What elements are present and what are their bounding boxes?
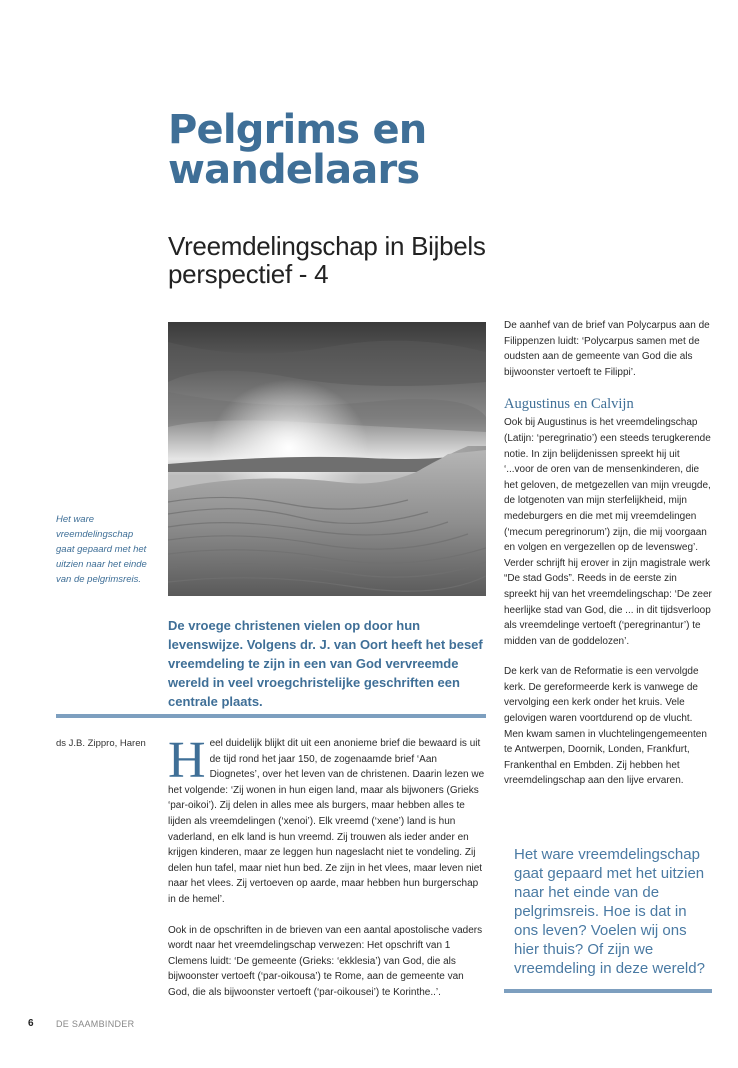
divider-rule [56, 714, 486, 718]
page-number: 6 [28, 1018, 34, 1029]
drop-cap: H [168, 732, 206, 789]
desert-dunes-photo [168, 322, 486, 596]
body-paragraph: Ook bij Augustinus is het vreemdelingschap (Latijn: ‘peregrinatio’) een steeds terugkerende notie. In zijn belijdenissen spreekt hij uit ‘...voor de oren van de mensenkinderen, die het geloven, de metgezellen van mijn vreugde, de lotgenoten van mijn sterfelijkheid, mijn medeburgers en die met mij vreemdelingen (‘mecum peregrinorum’) zijn, die mij voorgaan en volgen en vergezellen op de levensweg’. Verder schrijft hij erover in zijn magistrale werk “De stad Gods”. Reeds in de eerste zin spreekt hij van het vreemdelingschap: ‘De zeer heerlijke stad van God, die ... in dit tijdsverloop als vreemdelinge vertoeft (‘peregrinantur’) te midden van de goddelozen’. [504, 417, 712, 647]
side-quote: Het ware vreemdelingschap gaat gepaard met het uitzien naar het einde van de pelgrimsreis. [56, 514, 147, 585]
body-column-1 [168, 732, 488, 1016]
pull-quote: Het ware vreemdelingschap gaat gepaard met het uitzien naar het einde van de pelgrimsreis. Hoe is dat in ons leven? Voelen wij ons hier thuis? Of zijn we vreemdeling in deze wereld? [514, 846, 705, 977]
body-paragraph [168, 732, 488, 908]
body-paragraph: De aanhef van de brief van Polycarpus aan de Filippenzen luidt: ‘Polycarpus samen met de oudsten aan de gemeente van God die als bijwoonster vertoeft te Filippi’. [504, 320, 710, 378]
article-title: Pelgrims en wandelaars [168, 107, 427, 193]
body-paragraph: Ook in de opschriften in de brieven van een aantal apostolische vaders wordt naar het vreemdelingschap verwezen: Het opschrift van 1 Clemens luidt: ‘De gemeente (Grieks: ‘ekklesia’) van God, die als bijwoonster vertoeft (‘par-oikousa’) te Rome, aan de gemeente van God, die als bijwoonster vertoeft (‘par-oikousei’) te Korinthe..’. [168, 924, 483, 998]
article-intro: De vroege christenen vielen op door hun levenswijze. Volgens dr. J. van Oort heeft het besef vreemdeling te zijn in een van God vervreemde wereld in veel vroegchristelijke geschriften een centrale plaats. [168, 618, 483, 709]
article-subtitle: Vreemdelingschap in Bijbels perspectief - 4 [168, 231, 486, 289]
pull-quote-rule [504, 989, 712, 993]
publication-name: DE SAAMBINDER [56, 1019, 135, 1029]
body-paragraph: De kerk van de Reformatie is een vervolgde kerk. De gereformeerde kerk is vanwege de vervolging een kerk onder het kruis. Vele gelovigen waren voortdurend op de vlucht. Men kwam samen in vluchtelingengemeenten te Antwerpen, Doornik, Londen, Frankfurt, Frankenthal en Embden. Zij hebben het vreemdelingschap aan den lijve ervaren. [504, 666, 707, 787]
author-byline: ds J.B. Zippro, Haren [56, 738, 146, 749]
paragraph-text: eel duidelijk blijkt dit uit een anonieme brief die bewaard is uit de tijd rond het jaar 150, de zogenaamde brief ‘Aan Diognetes’, over het leven van de christenen. Daarin lezen we het volgende: ‘Zij wonen in hun eigen land, maar als bijwoners (Grieks ‘par-oikoi’). Zij delen in alles mee als burgers, maar hebben alles te lijden als vreemdelingen (‘xenoi’). Elk vreemd (‘xene’) land is hun vaderland, en elk land is hun vreemd. Zij trouwen als ieder ander en krijgen kinderen, maar ze leggen hun nageslacht niet te vondeling. Zij delen hun tafel, maar niet hun bed. Ze zijn in het vlees, maar leven niet naar het vlees. Zij vertoeven op aarde, maar hebben hun burgerschap in de hemel’. [168, 738, 485, 905]
body-column-2 [504, 318, 712, 804]
section-heading: Augustinus en Calvijn [504, 396, 634, 413]
